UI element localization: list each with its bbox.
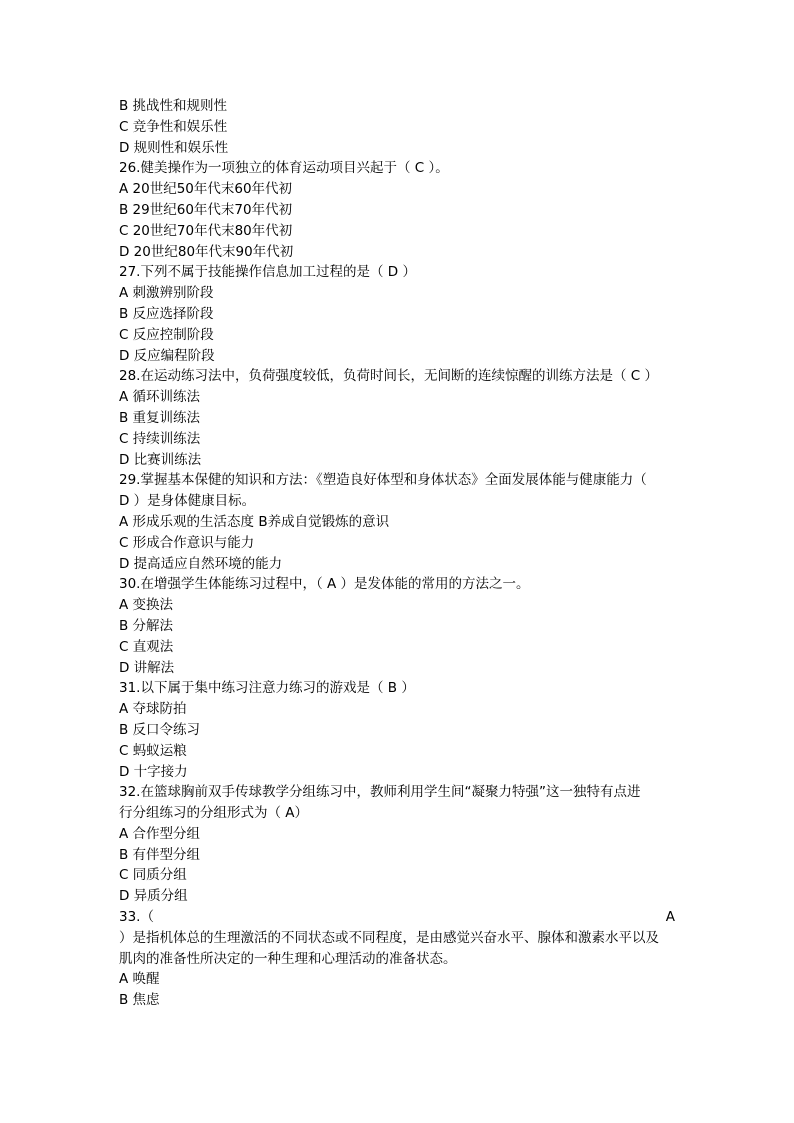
text-line: 行分组练习的分组形式为（ A） [119, 805, 309, 822]
text-line: C 20世纪70年代末80年代初 [119, 222, 293, 239]
text-line: A 合作型分组 [119, 825, 201, 842]
question-33-answer: A [665, 909, 675, 926]
text-line: B 29世纪60年代末70年代初 [119, 201, 293, 218]
question-text [119, 96, 675, 1011]
text-line: D 规则性和娱乐性 [119, 139, 229, 156]
text-line: A 刺激辨别阶段 [119, 285, 214, 302]
question-30: 30.在增强学生体能练习过程中，（ A ）是发体能的常用的方法之一。 [119, 576, 530, 593]
lines-bottom [119, 928, 675, 1011]
text-line: A 形成乐观的生活态度 B养成自觉锻炼的意识 [119, 513, 390, 530]
question-26: 26.健美操作为一项独立的体育运动项目兴起于（ C ）。 [119, 160, 449, 177]
text-line: D 十字接力 [119, 763, 188, 780]
text-line: D ）是身体健康目标。 [119, 493, 256, 510]
text-line: D 20世纪80年代末90年代初 [119, 243, 294, 260]
text-line: D 反应编程阶段 [119, 347, 215, 364]
text-line: D 比赛训练法 [119, 451, 202, 468]
text-line: A 夺球防拍 [119, 701, 187, 718]
question-32: 32.在篮球胸前双手传球教学分组练习中，教师利用学生间“凝聚力特强”这一独特有点进 [119, 784, 641, 801]
question-31: 31.以下属于集中练习注意力练习的游戏是（ B ） [119, 680, 415, 697]
text-line: C 蚂蚁运粮 [119, 742, 187, 759]
text-line: C 持续训练法 [119, 430, 201, 447]
question-33-number: 33.（ [119, 909, 154, 926]
question-27: 27.下列不属于技能操作信息加工过程的是（ D ） [119, 264, 416, 281]
text-line: B 挑战性和规则性 [119, 98, 228, 114]
text-line: D 提高适应自然环境的能力 [119, 555, 283, 572]
question-28: 28.在运动练习法中，负荷强度较低，负荷时间长，无间断的连续惊醒的训练方法是（ C ） [119, 368, 658, 385]
text-line: 肌肉的准备性所决定的一种生理和心理活动的准备状态。 [119, 950, 457, 967]
text-line: B 反口令练习 [119, 721, 201, 738]
text-line: B 有伴型分组 [119, 846, 201, 863]
text-line: C 同质分组 [119, 867, 187, 884]
text-line: C 竞争性和娱乐性 [119, 118, 228, 135]
text-line: B 反应选择阶段 [119, 305, 214, 322]
text-line: C 直观法 [119, 638, 174, 655]
text-line: A 唤醒 [119, 971, 160, 988]
text-line: B 分解法 [119, 617, 174, 634]
text-line: D 异质分组 [119, 888, 188, 905]
text-line: D 讲解法 [119, 659, 175, 676]
text-line: ）是指机体总的生理激活的不同状态或不同程度，是由感觉兴奋水平、腺体和激素水平以及 [119, 929, 659, 946]
text-line: B 焦虑 [119, 992, 160, 1009]
text-line: A 20世纪50年代末60年代初 [119, 181, 293, 198]
question-29: 29.掌握基本保健的知识和方法：《塑造良好体型和身体状态》全面发展体能与健康能力（ [119, 472, 647, 489]
text-line: B 重复训练法 [119, 409, 201, 426]
question-33 [119, 907, 675, 928]
lines-top [119, 96, 675, 907]
text-line: C 形成合作意识与能力 [119, 534, 255, 551]
text-line: C 反应控制阶段 [119, 326, 214, 343]
text-line: A 循环训练法 [119, 389, 201, 406]
text-line: A 变换法 [119, 597, 174, 614]
